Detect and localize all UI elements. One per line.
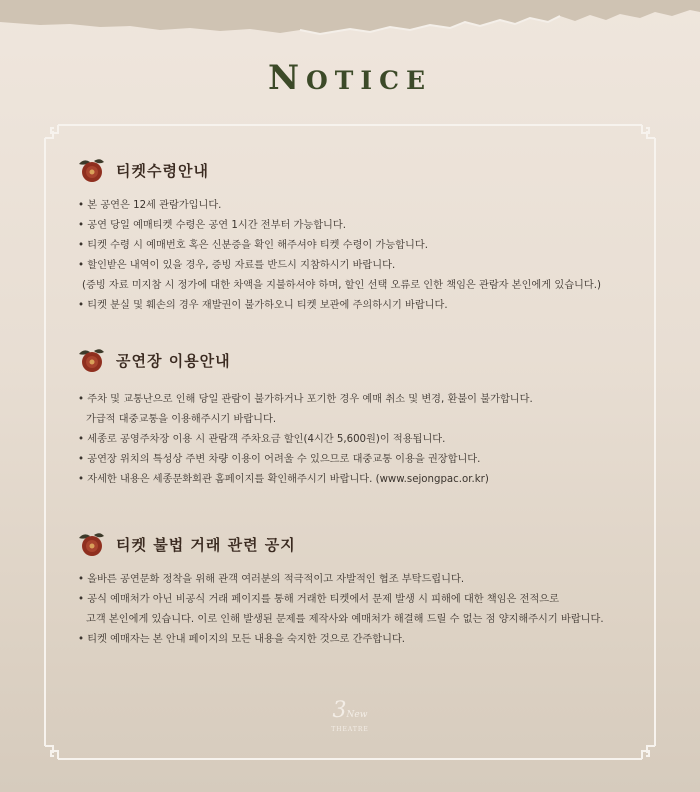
list-item: • 자세한 내용은 세종문화회관 홈페이지를 확인해주시기 바랍니다. (www.sejongpac.or.kr) <box>78 474 489 485</box>
section-venue-info <box>76 346 656 490</box>
list-item: • 세종로 공영주차장 이용 시 관람객 주차요금 할인(4시간 5,600원)이 적용됩니다. <box>78 434 446 445</box>
section-title: 공연장 이용안내 <box>116 351 231 370</box>
logo-name: THEATRE <box>331 726 369 733</box>
list-item: 고객 본인에게 있습니다. 이로 인해 발생된 문제를 제작사와 예매처가 해결해 드릴 수 없는 점 양지해주시기 바랍니다. <box>86 614 604 625</box>
list-item: • 공식 예매처가 아닌 비공식 거래 페이지를 통해 거래한 티켓에서 문제 발생 시 피해에 대한 책임은 전적으로 <box>78 594 559 605</box>
list-item: • 주차 및 교통난으로 인해 당일 관람이 불가하거나 포기한 경우 예매 취소 및 변경, 환불이 불가합니다. <box>78 394 533 405</box>
list-item: • 티켓 수령 시 예매번호 혹은 신분증을 확인 해주셔야 티켓 수령이 가능합니다. <box>78 240 428 251</box>
torn-paper-edge <box>0 0 700 40</box>
section-ticket-pickup <box>76 156 656 316</box>
list-item: • 티켓 예매자는 본 안내 페이지의 모든 내용을 숙지한 것으로 간주합니다. <box>78 634 406 645</box>
section-title: 티켓수령안내 <box>116 161 209 180</box>
list-item: • 티켓 분실 및 훼손의 경우 재발권이 불가하오니 티켓 보관에 주의하시기 바랍니다. <box>78 300 448 311</box>
section-title: 티켓 불법 거래 관련 공지 <box>116 535 296 554</box>
logo-word: New <box>346 710 368 720</box>
section-illegal-resale <box>76 530 656 650</box>
list-item: • 공연 당일 예매티켓 수령은 공연 1시간 전부터 가능합니다. <box>78 220 346 231</box>
list-item: (증빙 자료 미지참 시 정가에 대한 차액을 지불하셔야 하며, 할인 선택 오류로 인한 책임은 관람자 본인에게 있습니다.) <box>82 280 601 291</box>
list-item: 가급적 대중교통을 이용해주시기 바랍니다. <box>86 414 277 425</box>
list-item: • 할인받은 내역이 있을 경우, 증빙 자료를 반드시 지참하시기 바랍니다. <box>78 260 396 271</box>
camellia-icon <box>76 530 106 558</box>
new-theatre-logo <box>322 700 378 746</box>
camellia-icon <box>76 346 106 374</box>
camellia-icon <box>76 156 106 184</box>
logo-number: 3 <box>332 698 347 723</box>
page-title: NOTICE <box>267 58 433 98</box>
list-item: • 본 공연은 12세 관람가입니다. <box>78 200 222 211</box>
list-item: • 공연장 위치의 특성상 주변 차량 이용이 어려울 수 있으므로 대중교통 이용을 권장합니다. <box>78 454 481 465</box>
list-item: • 올바른 공연문화 정착을 위해 관객 여러분의 적극적이고 자발적인 협조 부탁드립니다. <box>78 574 465 585</box>
